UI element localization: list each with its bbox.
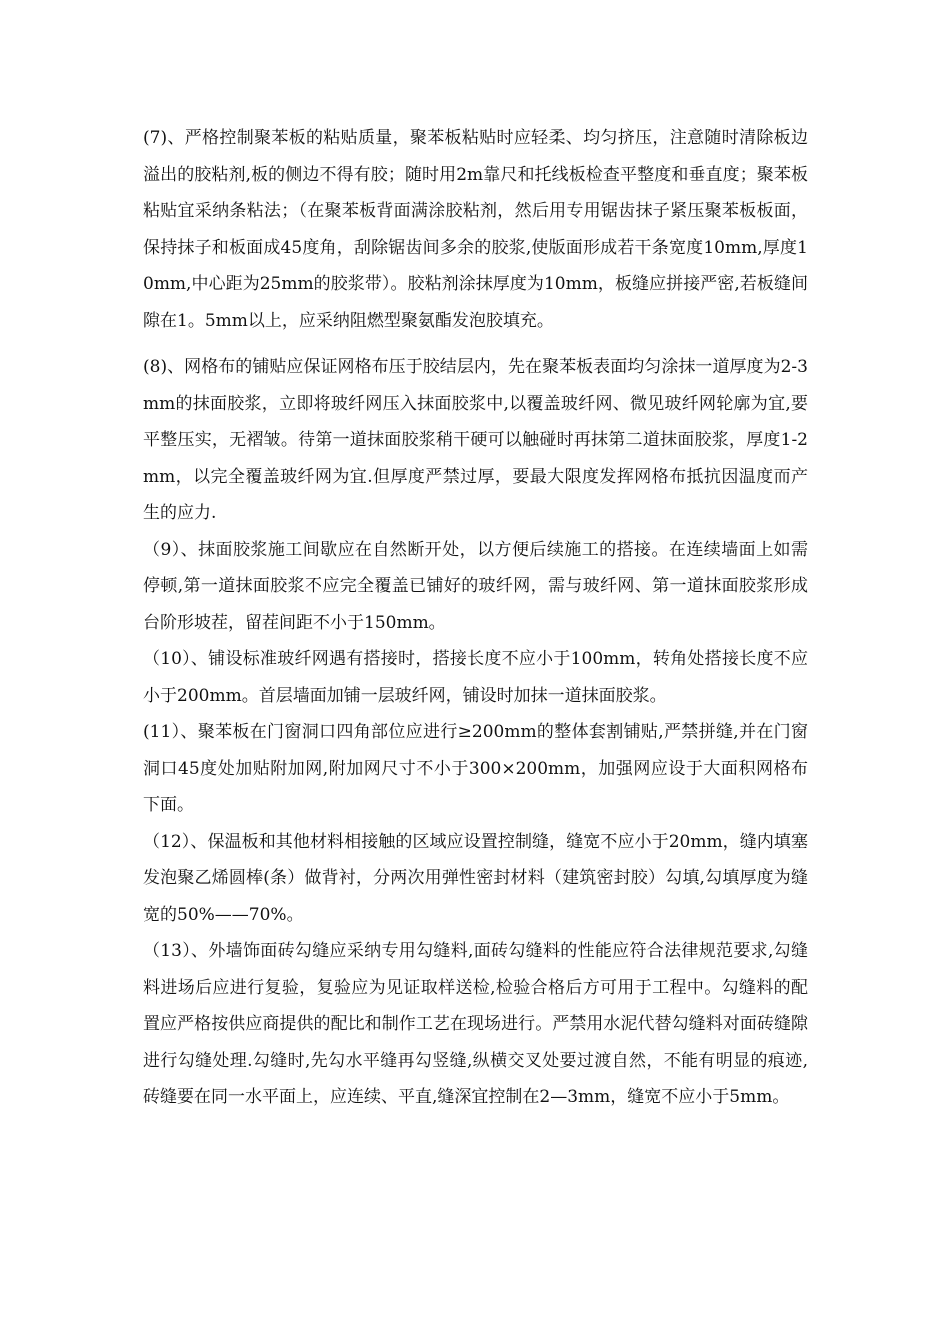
paragraph-gap (143, 339, 808, 349)
document-body (143, 120, 808, 1116)
paragraph-11: (11）、聚苯板在门窗洞口四角部位应进行≥200mm的整体套割铺贴,严禁拼缝,并在门窗洞口45度处加贴附加网,附加网尺寸不小于300×200mm，加强网应设于大面积网格布下面。 (143, 722, 808, 815)
paragraph-7: (7)、严格控制聚苯板的粘贴质量，聚苯板粘贴时应轻柔、均匀挤压，注意随时清除板边溢出的胶粘剂,板的侧边不得有胶；随时用2m靠尺和托线板检查平整度和垂直度；聚苯板粘贴宜采纳条粘法；（在聚苯板背面满涂胶粘剂，然后用专用锯齿抹子紧压聚苯板板面，保持抹子和板面成45度角，刮除锯齿间多余的胶浆,使版面形成若干条宽度10mm,厚度10mm,中心距为25mm的胶浆带）。胶粘剂涂抹厚度为10mm，板缝应拼接严密,若板缝间隙在1。5mm以上，应采纳阻燃型聚氨酯发泡胶填充。 (143, 128, 808, 331)
paragraph-10: （10）、铺设标准玻纤网遇有搭接时，搭接长度不应小于100mm，转角处搭接长度不应小于200mm。首层墙面加铺一层玻纤网，铺设时加抹一道抹面胶浆。 (143, 649, 808, 706)
paragraph-9: （9）、抹面胶浆施工间歇应在自然断开处，以方便后续施工的搭接。在连续墙面上如需停顿,第一道抹面胶浆不应完全覆盖已铺好的玻纤网，需与玻纤网、第一道抹面胶浆形成台阶形坡茬，留茬间距不小于150mm。 (143, 539, 808, 633)
paragraph-12: （12）、保温板和其他材料相接触的区域应设置控制缝，缝宽不应小于20mm，缝内填塞发泡聚乙烯圆棒(条）做背衬，分两次用弹性密封材料（建筑密封胶）勾填,勾填厚度为缝宽的50%——70%。 (143, 831, 808, 925)
paragraph-8: (8)、网格布的铺贴应保证网格布压于胶结层内，先在聚苯板表面均匀涂抹一道厚度为2-3mm的抹面胶浆，立即将玻纤网压入抹面胶浆中,以覆盖玻纤网、微见玻纤网轮廓为宜,要平整压实，无褶皱。待第一道抹面胶浆稍干硬可以触碰时再抹第二道抹面胶浆，厚度1-2mm，以完全覆盖玻纤网为宜.但厚度严禁过厚，要最大限度发挥网格布抵抗因温度而产生的应力. (143, 357, 808, 523)
paragraph-13: （13）、外墙饰面砖勾缝应采纳专用勾缝料,面砖勾缝料的性能应符合法律规范要求,勾缝料进场后应进行复验，复验应为见证取样送检,检验合格后方可用于工程中。勾缝料的配置应严格按供应商提供的配比和制作工艺在现场进行。严禁用水泥代替勾缝料对面砖缝隙进行勾缝处理.勾缝时,先勾水平缝再勾竖缝,纵横交叉处要过渡自然，不能有明显的痕迹,砖缝要在同一水平面上，应连续、平直,缝深宜控制在2—3mm，缝宽不应小于5mm。 (143, 941, 808, 1107)
